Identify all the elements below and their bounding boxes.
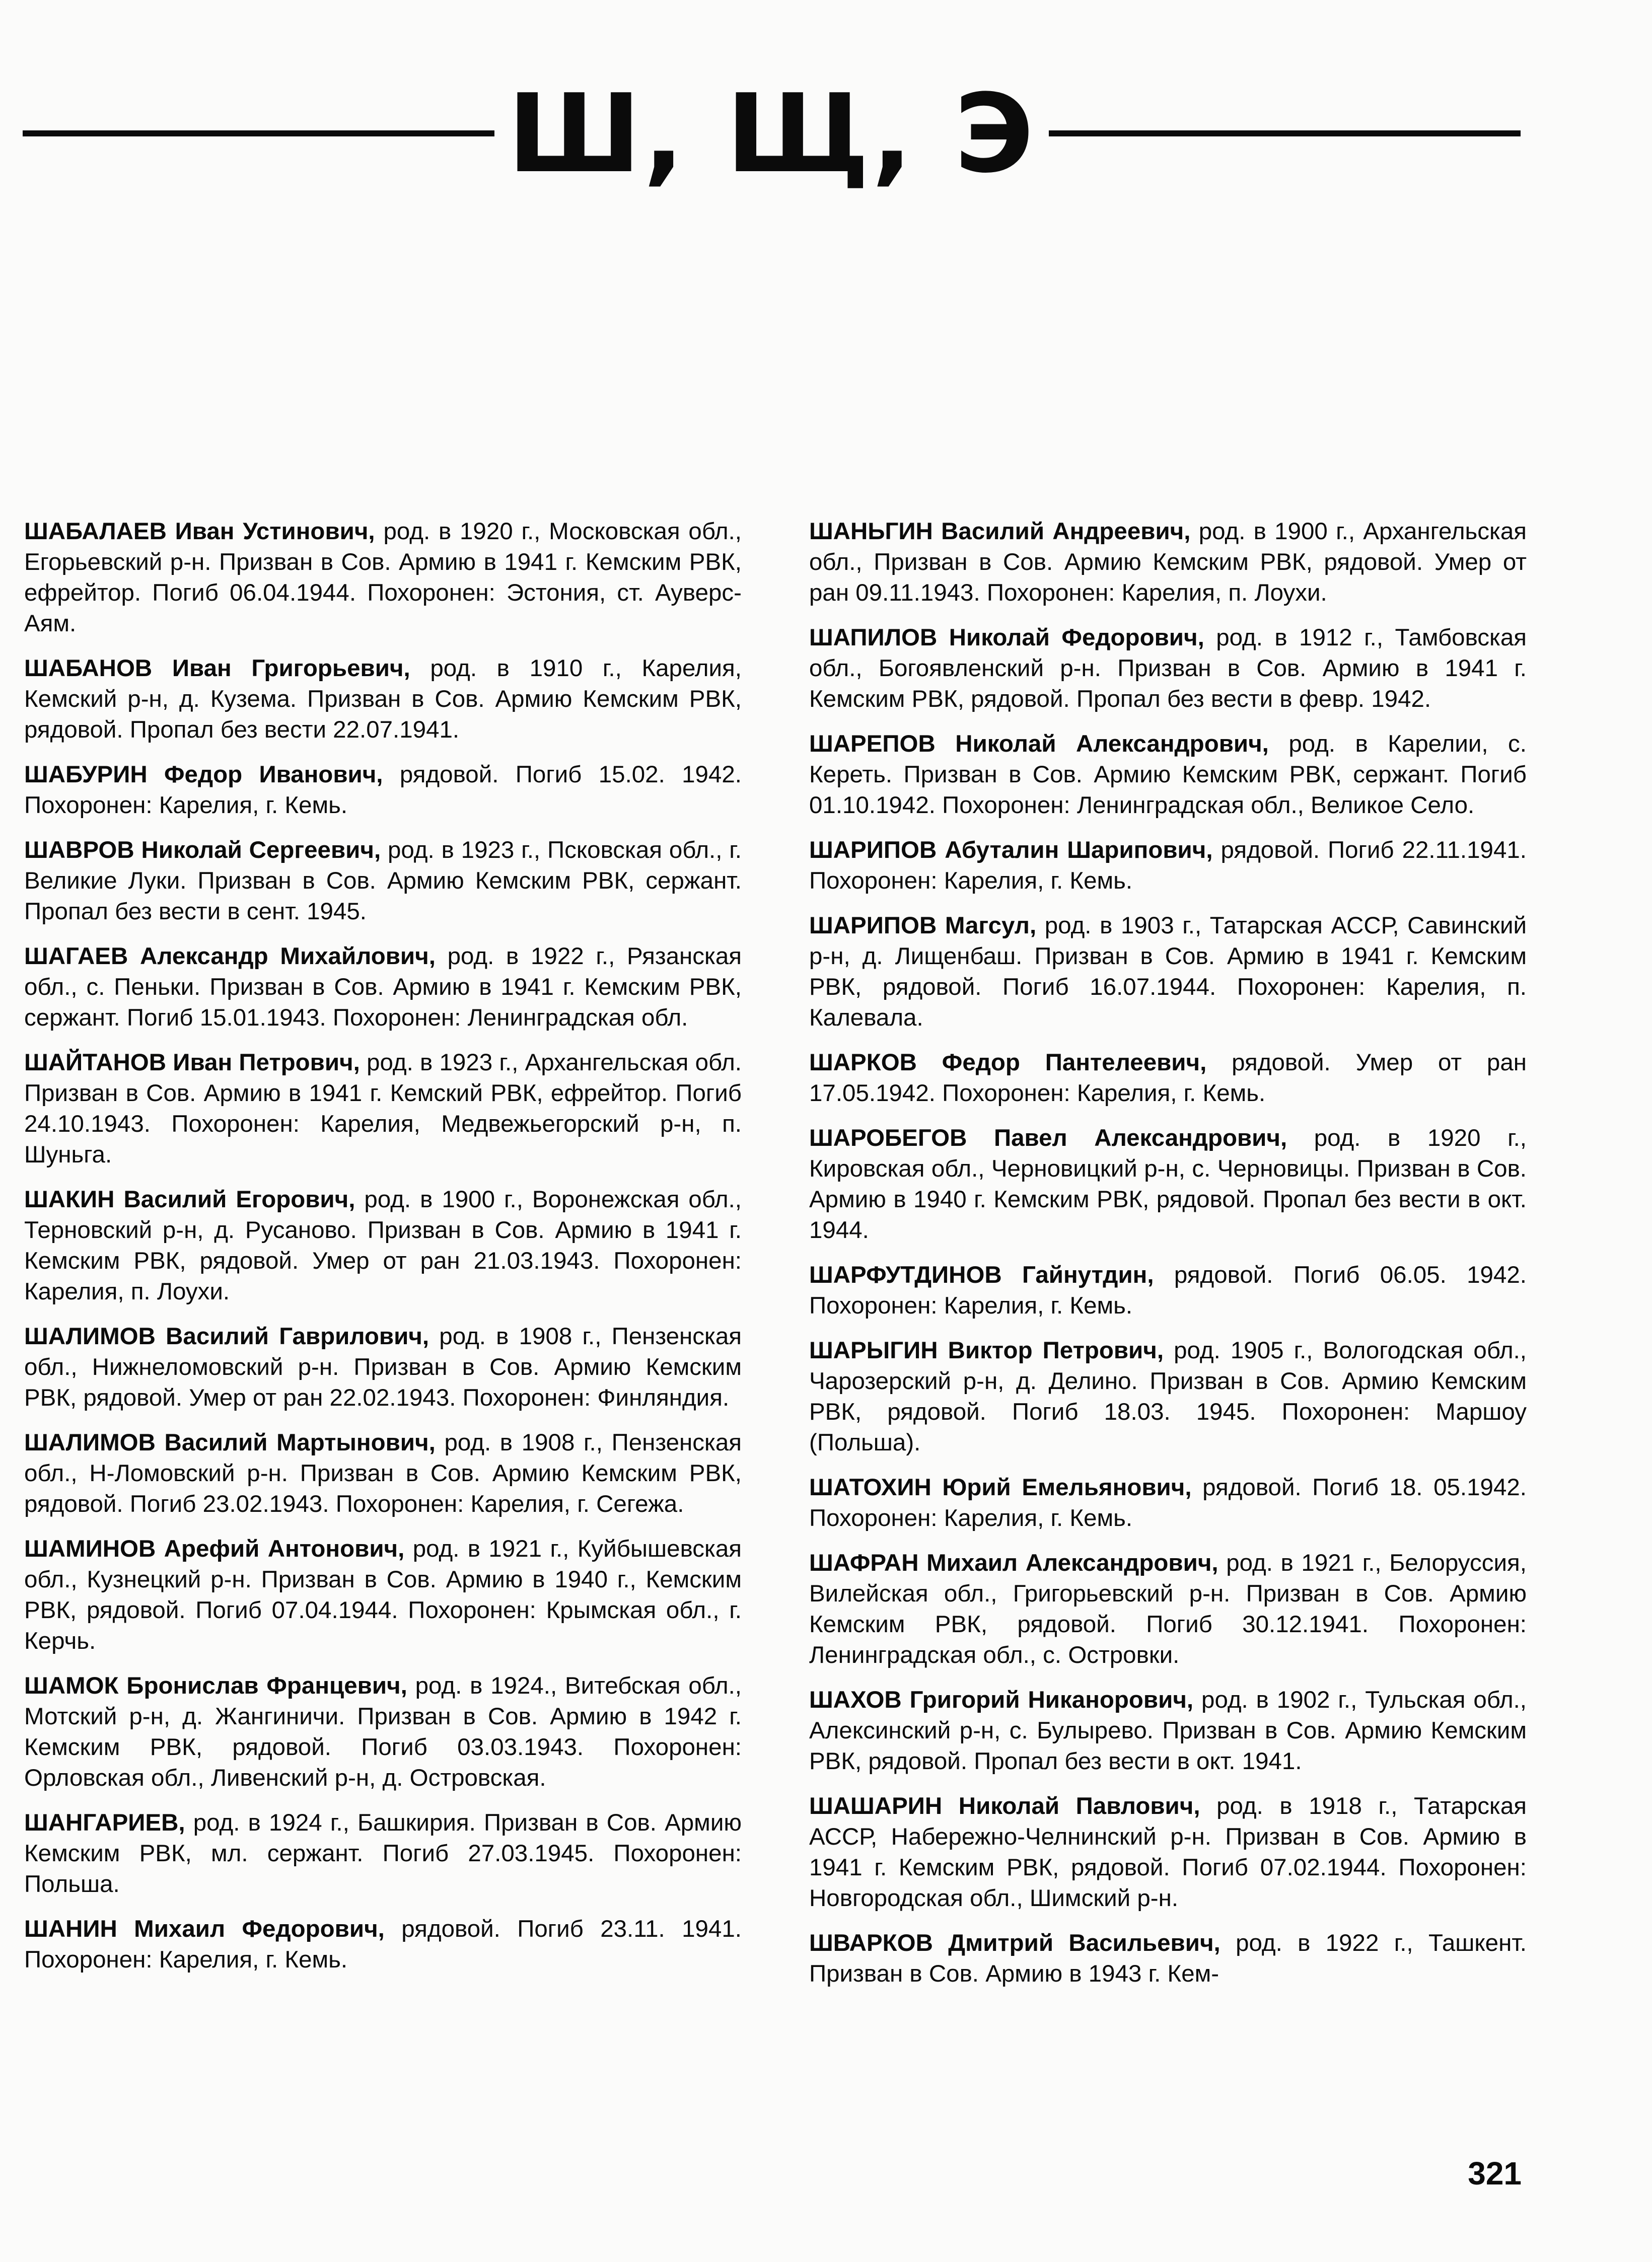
entry: [809, 1472, 1527, 1534]
entry-name: ШАРОБЕГОВ Павел Александрович,: [809, 1125, 1287, 1151]
entry-text: род. в Карелии, с. Кереть. Призван в Сов. Армию Кемским РВК, сержант. Погиб 01.10.1942. Похоронен: Ленинградская обл., Великое Село.: [809, 731, 1527, 819]
entry-name: ШАБУРИН Федор Иванович,: [24, 761, 383, 788]
entry-name: ШАМИНОВ Арефий Антонович,: [24, 1536, 405, 1562]
entry: [809, 1123, 1527, 1246]
entry-text: род. в 1924., Витебская обл., Мотский р-н, д. Жангиничи. Призван в Сов. Армию в 1942 г. Кемским РВК, рядовой. Погиб 03.03.1943. Похоронен: Орловская обл., Ливенский р-н, д. Островская.: [24, 1672, 742, 1791]
entry: [24, 835, 742, 927]
entry: [809, 910, 1527, 1033]
entry-name: ШАТОХИН Юрий Емельянович,: [809, 1474, 1192, 1501]
entry: [24, 1534, 742, 1656]
entry: [809, 1928, 1527, 1989]
entry: [24, 1670, 742, 1793]
page-number: 321: [1468, 2155, 1522, 2192]
entry-text: род. в 1918 г., Татарская АССР, Набережно-Челнинский р-н. Призван в Сов. Армию в 1941 г. Кемским РВК, рядовой. Погиб 07.02.1944. Похоронен: Новгородская обл., Шимский р-н.: [809, 1793, 1527, 1912]
entry-text: род. в 1900 г., Архангельская обл., Призван в Сов. Армию Кемским РВК, рядовой. Умер от ран 09.11.1943. Похоронен: Карелия, п. Лоухи.: [809, 518, 1527, 606]
entry: [809, 728, 1527, 821]
entry-name: ШАБАЛАЕВ Иван Устинович,: [24, 518, 375, 545]
entry-name: ШАРИПОВ Абуталин Шарипович,: [809, 837, 1213, 863]
entry-text: рядовой. Погиб 15.02. 1942. Похоронен: Карелия, г. Кемь.: [24, 761, 742, 819]
entry-text: род. в 1902 г., Тульская обл., Алексинский р-н, с. Булырево. Призван в Сов. Армию Кемским РВК, рядовой. Пропал без вести в окт. 1941.: [809, 1687, 1527, 1775]
entry: [809, 516, 1527, 608]
entry-text: род. в 1922 г., Ташкент. Призван в Сов. Армию в 1943 г. Кем-: [809, 1930, 1527, 1987]
entry-name: ШАКИН Василий Егорович,: [24, 1186, 355, 1213]
entry: [809, 1791, 1527, 1914]
entry: [24, 759, 742, 821]
entry-text: род. в 1923 г., Архангельская обл. Призван в Сов. Армию в 1941 г. Кемский РВК, ефрейтор. Погиб 24.10.1943. Похоронен: Карелия, Медвежьегорский р-н, п. Шуньга.: [24, 1049, 742, 1168]
section-heading: [23, 70, 1521, 197]
entry: [809, 1047, 1527, 1109]
entry-name: ШАНИН Михаил Федорович,: [24, 1916, 385, 1942]
entry-name: ШАРФУТДИНОВ Гайнутдин,: [809, 1262, 1154, 1288]
entry-text: род. в 1921 г., Белоруссия, Вилейская обл., Григорьевский р-н. Призван в Сов. Армию Кемским РВК, рядовой. Погиб 30.12.1941. Похоронен: Ленинградская обл., с. Островки.: [809, 1550, 1527, 1668]
section-letters: Ш, Щ, Э: [507, 70, 1036, 197]
entry-name: ШАЛИМОВ Василий Мартынович,: [24, 1429, 436, 1456]
entry: [809, 1685, 1527, 1777]
entry-name: ШАГАЕВ Александр Михайлович,: [24, 943, 436, 970]
entry-text: род. в 1910 г., Карелия, Кемский р-н, д. Кузема. Призван в Сов. Армию Кемским РВК, рядовой. Пропал без вести 22.07.1941.: [24, 655, 742, 743]
column-right: [809, 516, 1527, 2003]
entry-name: ШАРКОВ Федор Пантелеевич,: [809, 1049, 1207, 1076]
entry-text: род. в 1912 г., Тамбовская обл., Богоявленский р-н. Призван в Сов. Армию в 1941 г. Кемским РВК, рядовой. Пропал без вести в февр. 1942.: [809, 624, 1527, 712]
heading-rule-left: [23, 130, 494, 136]
entry: [809, 1335, 1527, 1458]
entry-name: ШАШАРИН Николай Павлович,: [809, 1793, 1200, 1819]
entry: [24, 1321, 742, 1413]
entry-text: рядовой. Погиб 23.11. 1941. Похоронен: Карелия, г. Кемь.: [24, 1916, 742, 1973]
entry-text: рядовой. Погиб 18. 05.1942. Похоронен: Карелия, г. Кемь.: [809, 1474, 1527, 1531]
entry-text: род. 1905 г., Вологодская обл., Чарозерский р-н, д. Делино. Призван в Сов. Армию Кемским РВК, рядовой. Погиб 18.03. 1945. Похоронен: Маршоу (Польша).: [809, 1337, 1527, 1456]
entry-text: род. в 1920 г., Кировская обл., Черновицкий р-н, с. Черновицы. Призван в Сов. Армию в 1940 г. Кемским РВК, рядовой. Пропал без вести в окт. 1944.: [809, 1125, 1527, 1244]
entry-name: ШАРЕПОВ Николай Александрович,: [809, 731, 1269, 757]
entry: [24, 941, 742, 1033]
column-left: [24, 516, 742, 1989]
entry-text: рядовой. Погиб 06.05. 1942. Похоронен: Карелия, г. Кемь.: [809, 1262, 1527, 1319]
entry: [24, 653, 742, 745]
entry: [24, 1427, 742, 1519]
entry-text: род. в 1900 г., Воронежская обл., Терновский р-н, д. Русаново. Призван в Сов. Армию в 1941 г. Кемским РВК, рядовой. Умер от ран 21.03.1943. Похоронен: Карелия, п. Лоухи.: [24, 1186, 742, 1305]
entry-name: ШАЛИМОВ Василий Гаврилович,: [24, 1323, 429, 1350]
entry-name: ШАФРАН Михаил Александрович,: [809, 1550, 1218, 1576]
entry: [24, 1047, 742, 1170]
entry-name: ШАРЫГИН Виктор Петрович,: [809, 1337, 1164, 1364]
entry-name: ШАНЬГИН Василий Андреевич,: [809, 518, 1191, 545]
entry-text: род. в 1924 г., Башкирия. Призван в Сов. Армию Кемским РВК, мл. сержант. Погиб 27.03.1945. Похоронен: Польша.: [24, 1809, 742, 1898]
entry-name: ШАХОВ Григорий Никанорович,: [809, 1687, 1194, 1713]
entry: [809, 1548, 1527, 1670]
entry-name: ШАНГАРИЕВ,: [24, 1809, 185, 1836]
entry-name: ШАБАНОВ Иван Григорьевич,: [24, 655, 410, 682]
entry: [809, 622, 1527, 714]
entry: [24, 1914, 742, 1975]
entry: [24, 1807, 742, 1900]
entry: [809, 1260, 1527, 1321]
entry-text: род. в 1923 г., Псковская обл., г. Великие Луки. Призван в Сов. Армию Кемским РВК, сержант. Пропал без вести в сент. 1945.: [24, 837, 742, 925]
entry: [24, 1184, 742, 1307]
entry-name: ШАМОК Бронислав Францевич,: [24, 1672, 407, 1699]
entry-text: род. в 1908 г., Пензенская обл., Н-Ломовский р-н. Призван в Сов. Армию Кемским РВК, рядовой. Погиб 23.02.1943. Похоронен: Карелия, г. Сегежа.: [24, 1429, 742, 1517]
entry-text: род. в 1921 г., Куйбышевская обл., Кузнецкий р-н. Призван в Сов. Армию в 1940 г., Кемским РВК, рядовой. Погиб 07.04.1944. Похоронен: Крымская обл., г. Керчь.: [24, 1536, 742, 1654]
entry-text: род. в 1920 г., Московская обл., Егорьевский р-н. Призван в Сов. Армию в 1941 г. Кемским РВК, ефрейтор. Погиб 06.04.1944. Похоронен: Эстония, ст. Ауверс-Аям.: [24, 518, 742, 637]
entry: [24, 516, 742, 639]
entry-name: ШАПИЛОВ Николай Федорович,: [809, 624, 1204, 651]
entry-text: род. в 1922 г., Рязанская обл., с. Пеньки. Призван в Сов. Армию в 1941 г. Кемским РВК, сержант. Погиб 15.01.1943. Похоронен: Ленинградская обл.: [24, 943, 742, 1031]
entry-name: ШАЙТАНОВ Иван Петрович,: [24, 1049, 360, 1076]
entry-text: род. в 1903 г., Татарская АССР, Савинский р-н, д. Лищенбаш. Призван в Сов. Армию в 1941 г. Кемским РВК, рядовой. Погиб 16.07.1944. Похоронен: Карелия, п. Калевала.: [809, 912, 1527, 1031]
entry: [809, 835, 1527, 896]
entry-text: рядовой. Умер от ран 17.05.1942. Похоронен: Карелия, г. Кемь.: [809, 1049, 1527, 1107]
entry-name: ШАРИПОВ Магсул,: [809, 912, 1037, 939]
entry-text: род. в 1908 г., Пензенская обл., Нижнеломовский р-н. Призван в Сов. Армию Кемским РВК, рядовой. Умер от ран 22.02.1943. Похоронен: Финляндия.: [24, 1323, 742, 1411]
entry-name: ШВАРКОВ Дмитрий Васильевич,: [809, 1930, 1220, 1956]
heading-rule-right: [1049, 130, 1521, 136]
entry-text: рядовой. Погиб 22.11.1941. Похоронен: Карелия, г. Кемь.: [809, 837, 1527, 894]
entry-name: ШАВРОВ Николай Сергеевич,: [24, 837, 381, 863]
